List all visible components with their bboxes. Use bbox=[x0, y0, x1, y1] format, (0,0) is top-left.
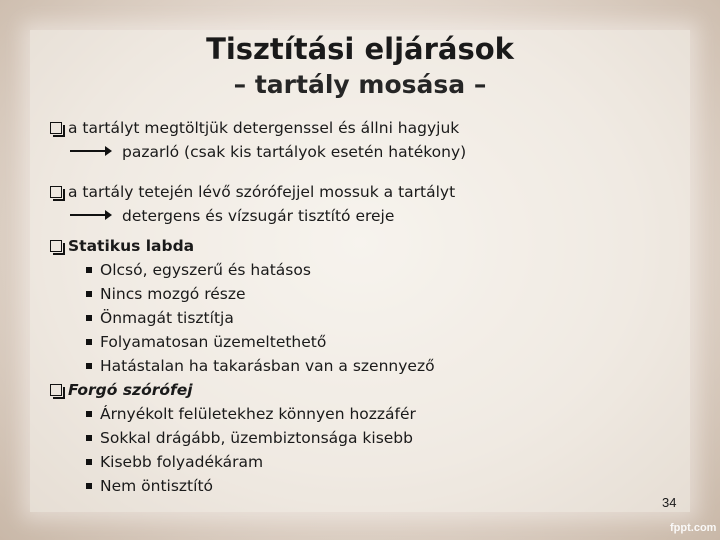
slide-title: Tisztítási eljárások bbox=[206, 32, 514, 66]
square-bullet-icon bbox=[86, 363, 92, 369]
square-bullet-icon bbox=[86, 291, 92, 297]
list-item: Nincs mozgó része bbox=[50, 282, 466, 306]
list-item: Kisebb folyadékáram bbox=[50, 450, 466, 474]
slide-subtitle: – tartály mosása – bbox=[233, 70, 487, 99]
list-item: Olcsó, egyszerű és hatásos bbox=[50, 258, 466, 282]
square-bullet-icon bbox=[86, 483, 92, 489]
checkbox-bullet-icon bbox=[50, 122, 62, 134]
list-item: Önmagát tisztítja bbox=[50, 306, 466, 330]
list-item: Árnyékolt felületekhez könnyen hozzáfér bbox=[50, 402, 466, 426]
checkbox-bullet-icon bbox=[50, 384, 62, 396]
checkbox-bullet-icon bbox=[50, 186, 62, 198]
arrow-item: pazarló (csak kis tartályok esetén hatékony) bbox=[50, 140, 466, 164]
list-item: Folyamatosan üzemeltethető bbox=[50, 330, 466, 354]
watermark-logo: fppt.com bbox=[670, 522, 717, 534]
checkbox-bullet-icon bbox=[50, 240, 62, 252]
arrow-item: detergens és vízsugár tisztító ereje bbox=[50, 204, 466, 228]
page-number: 34 bbox=[662, 495, 677, 510]
square-bullet-icon bbox=[86, 315, 92, 321]
arrow-right-icon bbox=[70, 150, 110, 152]
list-item: Sokkal drágább, üzembiztonsága kisebb bbox=[50, 426, 466, 450]
square-bullet-icon bbox=[86, 411, 92, 417]
square-bullet-icon bbox=[86, 435, 92, 441]
list-item: Nem öntisztító bbox=[50, 474, 466, 498]
arrow-right-icon bbox=[70, 214, 110, 216]
bullet-item: a tartály tetején lévő szórófejjel mossuk a tartályt bbox=[50, 180, 466, 204]
section-heading: Statikus labda bbox=[50, 234, 466, 258]
square-bullet-icon bbox=[86, 267, 92, 273]
list-item: Hatástalan ha takarásban van a szennyező bbox=[50, 354, 466, 378]
bullet-item: a tartályt megtöltjük detergenssel és állni hagyjuk bbox=[50, 116, 466, 140]
slide-content bbox=[50, 116, 466, 498]
square-bullet-icon bbox=[86, 339, 92, 345]
square-bullet-icon bbox=[86, 459, 92, 465]
section-heading: Forgó szórófej bbox=[50, 378, 466, 402]
